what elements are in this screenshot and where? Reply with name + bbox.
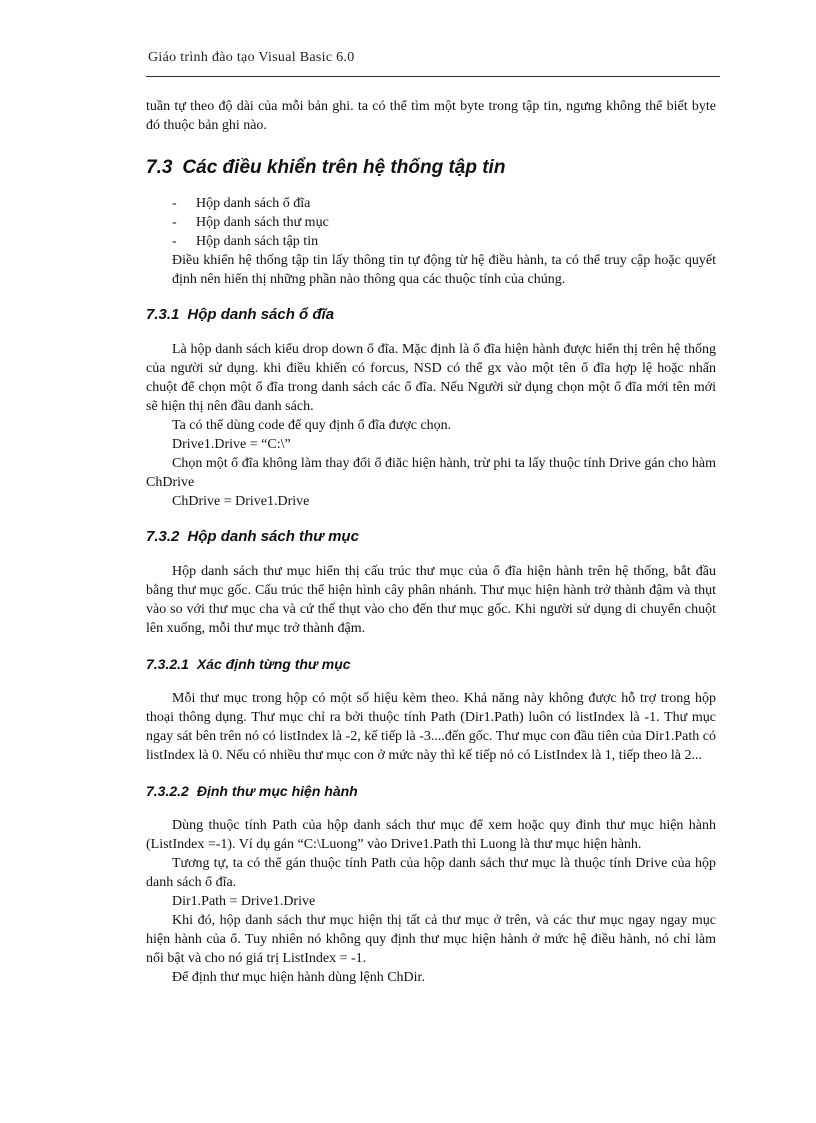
paragraph: Khi đó, hộp danh sách thư mục hiện thị tất cả thư mục ở trên, và các thư mục ngay ngay mục hiện hành của ổ. Tuy nhiên nó không quy định thư mục hiện hành ở mức hệ điều hành, nó chỉ làm nổi bật và cho nó giá trị ListIndex = -1.	[146, 913, 716, 966]
section-number: 7.3.2	[146, 528, 180, 545]
paragraph: Tương tự, ta có thể gán thuộc tính Path của hộp danh sách thư mục là thuộc tính Drive của hộp danh sách ổ đĩa.	[146, 856, 716, 890]
section-heading-7-3	[146, 156, 716, 180]
section-number: 7.3.1	[146, 306, 180, 323]
section-number: 7.3.2.2	[146, 783, 189, 799]
header-rule	[146, 76, 720, 77]
code-line: ChDrive = Drive1.Drive	[172, 494, 310, 509]
section-heading-7-3-1	[146, 305, 716, 325]
list-item: - Hộp danh sách tập tin	[172, 234, 319, 249]
paragraph: Dùng thuộc tính Path của hộp danh sách thư mục để xem hoặc quy đinh thư mục hiện hành (ListIndex =-1). Ví dụ gán “C:\Luong” vào Drive1.Path thì Luong là thư mục hiện hành.	[146, 818, 716, 852]
section-number: 7.3.2.1	[146, 656, 189, 672]
paragraph: Ta có thể dùng code để quy định ổ đĩa được chọn.	[172, 418, 452, 433]
section-number: 7.3	[146, 157, 173, 178]
section-title: Định thư mục hiện hành	[196, 783, 358, 799]
paragraph: Hộp danh sách thư mục hiển thị cấu trúc thư mục của ổ đĩa hiện hành trên hệ thống, bắt đầu bằng thư mục gốc. Cấu trúc thể hiện hình cây phân nhánh. Thư mục hiện hành trở thành đậm và thụt vào so với thư mục cha và cứ thế thụt vào cho đến thư mục gốc. Khi người sử dụng di chuyển chuột lên xuống, mỗi thư mục trở thành đậm.	[146, 564, 716, 636]
list-item: - Hộp danh sách thư mục	[172, 215, 329, 230]
page-body	[146, 97, 716, 987]
paragraph: Là hộp danh sách kiểu drop down ổ đĩa. Mặc định là ổ đĩa hiện hành được hiển thị trên hệ thống của người sử dụng. khi điều khiển có forcus, NSD có thể gx vào một tên ổ đĩa hợp lệ hoặc nhấn chuột để chọn một ổ đĩa trong danh sách các ổ đĩa. Nếu Người sử dụng chọn một ổ đĩa mới tên mới sẽ hiện thị nên đầu danh sách.	[146, 342, 716, 414]
section-title: Xác định từng thư mục	[196, 656, 351, 672]
section-heading-7-3-2-1	[146, 654, 716, 674]
section-title: Hộp danh sách ổ đĩa	[187, 306, 335, 323]
section-heading-7-3-2-2	[146, 781, 716, 801]
section-title: Các điều khiển trên hệ thống tập tin	[182, 157, 506, 178]
paragraph: Để định thư mục hiện hành dùng lệnh ChDir.	[172, 970, 425, 985]
paragraph: Chọn một ổ đĩa không làm thay đổi ổ điăc hiện hành, trừ phi ta lấy thuộc tính Drive gán cho hàm ChDrive	[146, 456, 716, 490]
section-description: Điều khiển hệ thống tập tin lấy thông tin tự động từ hệ điều hành, ta có thể truy cập hoặc quyết định nên hiển thị những phần nào thông qua các thuộc tính của chúng.	[172, 253, 716, 287]
code-line: Drive1.Drive = “C:\”	[172, 437, 291, 452]
running-header: Giáo trình đào tạo Visual Basic 6.0	[148, 50, 355, 65]
bullet-dash: -	[172, 196, 177, 211]
code-line: Dir1.Path = Drive1.Drive	[172, 894, 316, 909]
control-list	[146, 194, 716, 251]
section-heading-7-3-2	[146, 527, 716, 547]
bullet-dash: -	[172, 234, 177, 249]
intro-paragraph: tuần tự theo độ dài của mỗi bản ghi. ta có thể tìm một byte trong tập tin, ngưng không thể biết byte đó thuộc bản ghi nào.	[146, 99, 716, 133]
section-title: Hộp danh sách thư mục	[187, 528, 359, 545]
bullet-dash: -	[172, 215, 177, 230]
list-item: - Hộp danh sách ổ đĩa	[172, 196, 311, 211]
paragraph: Mỗi thư mục trong hộp có một số hiệu kèm theo. Khả năng này không được hỗ trợ trong hộp thoại thông dụng. Thư mục chỉ ra bởi thuộc tính Path (Dir1.Path) luôn có listIndex là -1. Thư mục ngay sát bên trên nó có listIndex là -2, kế tiếp là -3....đến gốc. Thư mục con đầu tiên của Dir1.Path có listIndex là 0. Nếu có nhiều thư mục con ở mức này thì kế tiếp nó có ListIndex là 1, tiếp theo là 2...	[146, 691, 716, 763]
